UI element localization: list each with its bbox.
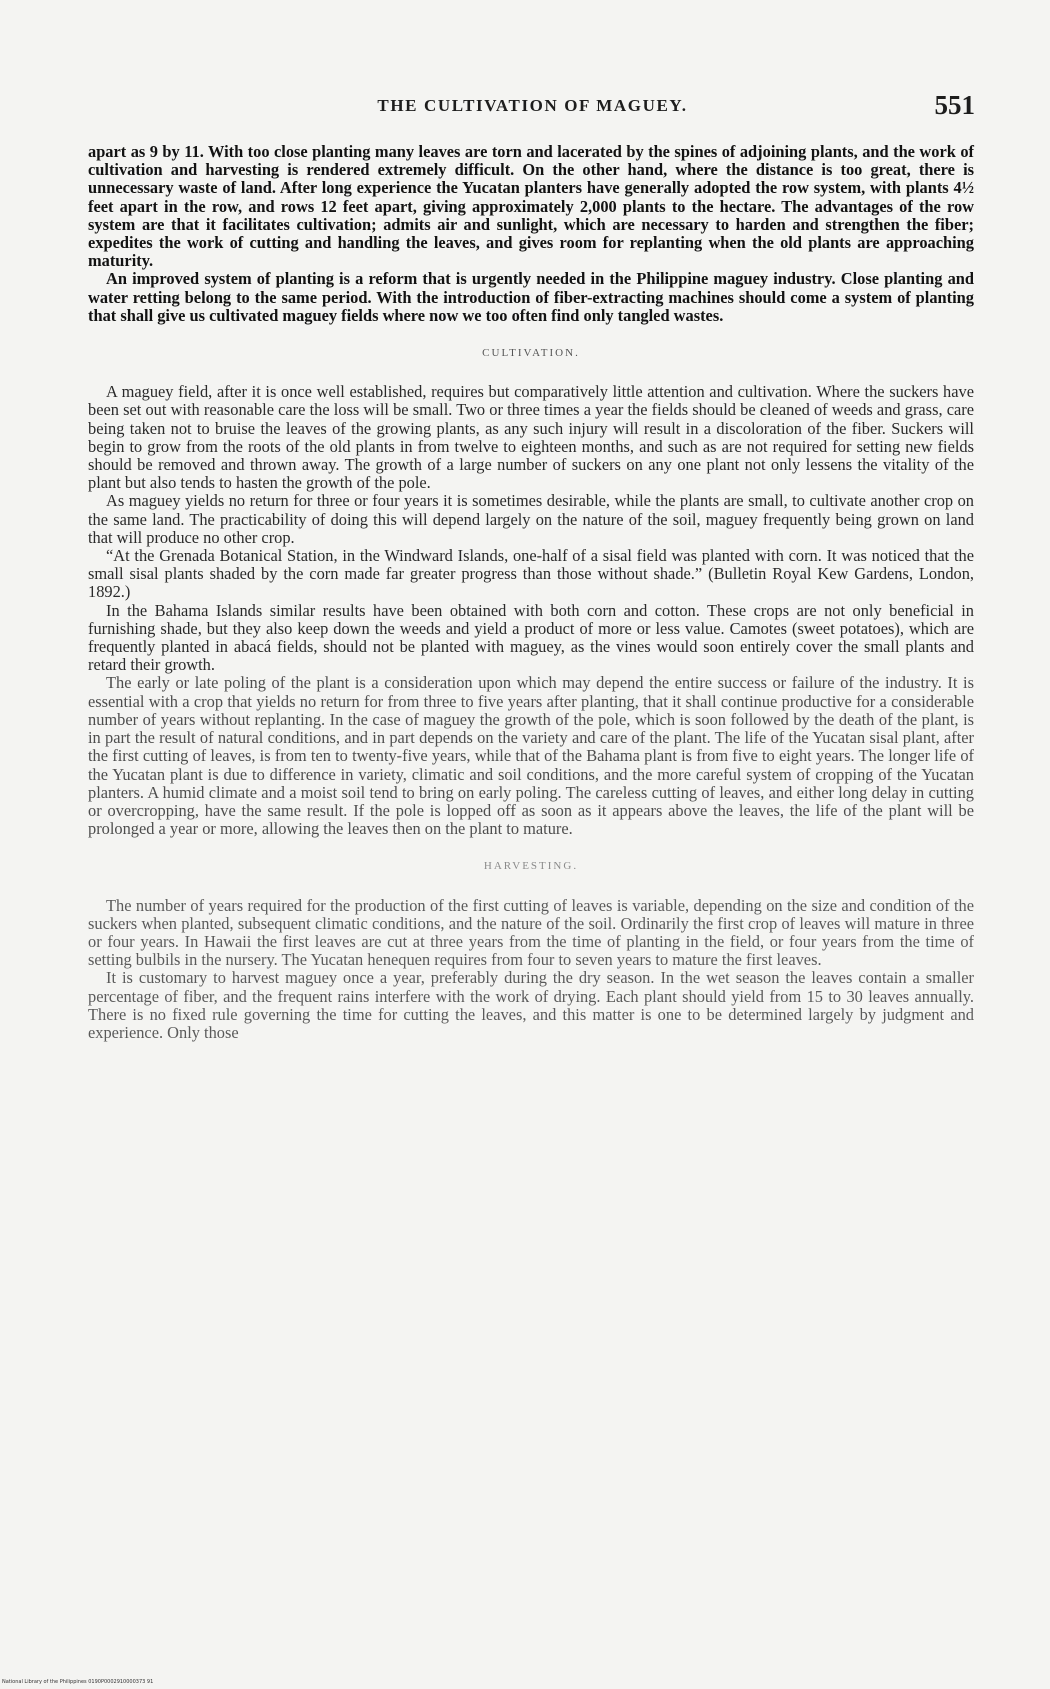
paragraph-cultivation-2: As maguey yields no return for three or four years it is sometimes desirable, while the plants are small, to cultivate another crop on the same land. The practicability of doing this will depend largely on the nature of the soil, maguey frequently being grown on land that will produce no other crop. <box>88 491 974 547</box>
paragraph-cultivation-4: In the Bahama Islands similar results have been obtained with both corn and cotton. These crops are not only beneficial in furnishing shade, but they also keep down the weeds and yield a product of more or less value. Camotes (sweet potatoes), which are frequently planted in abacá fields, should not be planted with maguey, as the vines would soon entirely cover the small plants and retard their growth. <box>88 600 974 675</box>
paragraph-planting-distance: apart as 9 by 11. With too close planting many leaves are torn and lacerated by the spines of adjoining plants, and the work of cultivation and harvesting is rendered extremely difficult. On the other hand, where the distance is too great, there is unnecessary waste of land. After long experience the Yucatan planters have generally adopted the row system, with plants 4½ feet apart in the row, and rows 12 feet apart, giving approximately 2,000 plants to the hectare. The advantages of the row system are that it facilitates cultivation; admits air and sunlight, which are necessary to harden and strengthen the fiber; expedites the work of cutting and handling the leaves, and gives room for replanting when the old plants are approaching maturity. <box>88 142 974 271</box>
harvesting-block <box>88 897 974 1043</box>
body-text <box>88 143 974 1042</box>
paragraph-cultivation-3: “At the Grenada Botanical Station, in the Windward Islands, one-half of a sisal field was planted with corn. It was noticed that the small sisal plants shaded by the corn made far greater progress than those without shade.” (Bulletin Royal Kew Gardens, London, 1892.) <box>88 546 974 602</box>
scan-footer-note: National Library of the Philippines 0190P0002910000373 91 <box>2 1679 154 1685</box>
paragraph-cultivation-1: A maguey field, after it is once well established, requires but comparatively little attention and cultivation. Where the suckers have been set out with reasonable care the loss will be small. Two or three times a year the fields should be cleaned of weeds and grass, care being taken not to bruise the leaves of the growing plants, as any such injury will result in a discoloration of the fiber. Suckers will begin to grow from the roots of the old plants in from twelve to eighteen months, and such as are not required for setting new fields should be removed and thrown away. The growth of a large number of suckers on any one plant not only lessens the vitality of the plant but also tends to hasten the growth of the pole. <box>88 382 974 493</box>
section-heading-harvesting: HARVESTING. <box>483 860 579 873</box>
paragraph-cultivation-5: The early or late poling of the plant is a consideration upon which may depend the entire success or failure of the industry. It is essential with a crop that yields no return for from three to five years after planting, that it shall continue productive for a considerable number of years without replanting. In the case of maguey the growth of the pole, which is soon followed by the death of the plant, is in part the result of natural conditions, and in part depends on the variety and care of the plant. The life of the Yucatan sisal plant, after the first cutting of leaves, is from ten to twenty-five years, while that of the Bahama plant is from five to eight years. The longer life of the Yucatan plant is due to difference in variety, climatic and soil conditions, and the more careful system of cropping of the Yucatan planters. A humid climate and a moist soil tend to bring on early poling. The careless cutting of leaves, and either long delay in cutting or overcropping, have the same result. If the pole is lopped off as soon as it appears above the leaves, the life of the plant will be prolonged a year or more, allowing the leaves then on the plant to mature. <box>88 673 974 839</box>
page-number: 551 <box>934 90 975 120</box>
cultivation-block <box>88 383 974 674</box>
running-head <box>90 90 975 126</box>
paragraph-harvesting-1: The number of years required for the production of the first cutting of leaves is variable, depending on the size and condition of the suckers when planted, subsequent climatic conditions, and the nature of the soil. Ordinarily the first crop of leaves will mature in three or four years. In Hawaii the first leaves are cut at three years from the time of planting in the field, or four years from the time of setting bulbils in the nursery. The Yucatan henequen requires from four to seven years to mature the first leaves. <box>88 895 974 970</box>
planting-block <box>88 143 974 325</box>
running-title: THE CULTIVATION OF MAGUEY. <box>377 96 688 115</box>
section-heading-cultivation: CULTIVATION. <box>482 347 580 360</box>
paragraph-improved-planting: An improved system of planting is a reform that is urgently needed in the Philippine maguey industry. Close planting and water retting belong to the same period. With the introduction of fiber-extracting machines should come a system of planting that shall give us cultivated maguey fields where now we too often find only tangled wastes. <box>88 269 974 325</box>
paragraph-harvesting-2: It is customary to harvest maguey once a year, preferably during the dry season. In the wet season the leaves contain a smaller percentage of fiber, and the frequent rains interfere with the work of drying. Each plant should yield from 15 to 30 leaves annually. There is no fixed rule governing the time for cutting the leaves, and this matter is one to be determined largely by judgment and experience. Only those <box>88 968 974 1042</box>
poling-block <box>88 674 974 838</box>
